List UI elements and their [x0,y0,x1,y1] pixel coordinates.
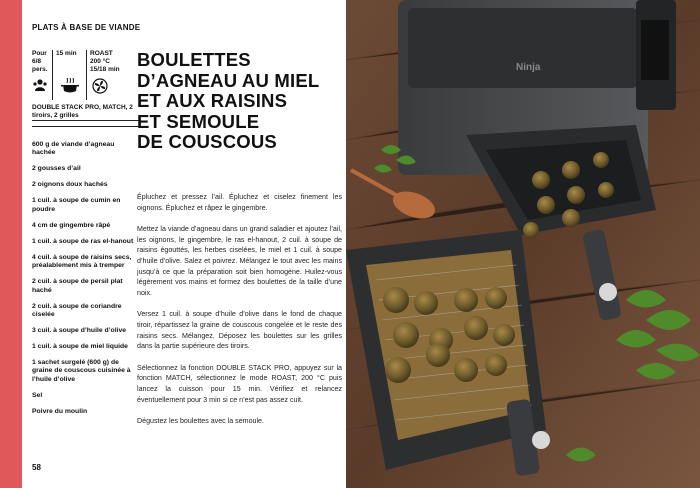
title-line: DE COUSCOUS [137,131,277,152]
title-line: BOULETTES [137,49,251,70]
recipe-title [137,50,337,153]
air-fryer-illustration [346,0,700,488]
cook-time-text: 15/18 min [90,66,120,73]
recipe-steps [137,192,342,438]
device-settings-text: DOUBLE STACK PRO, MATCH, 2 tiroirs, 2 grilles [32,104,133,119]
servings-text: Pour 6/8 pers. [32,50,48,73]
ingredient-item: 2 cuil. à soupe de persil plat haché [32,278,123,294]
info-divider-bottom [32,120,140,121]
people-icon [32,78,48,94]
ingredient-item: 1 cuil. à soupe de miel liquide [32,343,128,351]
info-divider [52,50,53,100]
svg-text:Ninja: Ninja [516,62,541,73]
ingredient-item: 600 g de viande d’agneau hachée [32,141,115,157]
step-paragraph: Épluchez et pressez l’ail. Épluchez et ciselez finement les oignons. Épluchez et râpez le gingembre. [137,193,342,212]
recipe-page [22,0,346,488]
cook-mode-text: ROAST [90,50,113,57]
ingredient-item: Poivre du moulin [32,407,88,415]
prep-time-text: 15 min [56,50,77,57]
cook-temp-text: 200 °C [90,58,110,65]
step-paragraph: Versez 1 cuil. à soupe d’huile d’olive dans le fond de chaque tiroir, répartissez la graine de couscous congelée et le reste des raisins secs. Mélangez. Déposez les boulettes sur les grilles dans la partie supérieure des tiroirs. [137,310,342,351]
info-divider [86,50,87,100]
device-divider [32,126,140,127]
ingredient-item: 2 oignons doux hachés [32,181,108,189]
ingredient-item: 2 cuil. à soupe de coriandre ciselée [32,302,122,319]
ingredient-list [32,141,136,424]
step-paragraph: Sélectionnez la fonction DOUBLE STACK PRO, appuyez sur la fonction MATCH, sélectionnez le mode ROAST, 200 °C puis lancez la cuisson pour 15 min. Vérifiez et relancez éventuellement pour 3 min si ce n’est pas assez cuit. [137,363,342,404]
food-photo [346,0,700,488]
ingredient-item: 2 gousses d’ail [32,165,81,173]
step-paragraph: Mettez la viande d’agneau dans un grand saladier et ajoutez l’ail, les oignons, le gingembre, le ras el-hanout, 2 cuil. à soupe de raisins égouttés, les herbes ciselées, le miel et 1 cuil. à soupe d’huile d’olive. Salez et poivrez. Mélangez le tout avec les mains jusqu’à ce que la préparation soit bien homogène. Huilez-vous légèrement vos mains et formez des boulettes de la taille d’une noix. [137,225,342,297]
ingredient-item: 1 cuil. à soupe de ras el-hanout [32,237,134,245]
section-label: PLATS À BASE DE VIANDE [32,23,141,32]
title-line: ET SEMOULE [137,110,260,132]
ingredient-item: 1 sachet surgelé (600 g) de graine de couscous cuisinée à l’huile d’olive [32,359,131,383]
ingredient-item: 4 cuil. à soupe de raisins secs, préalablement mis à tremper [32,253,132,270]
ingredient-item: 4 cm de gingembre râpé [32,221,111,229]
ingredient-item: 3 cuil. à soupe d’huile d’olive [32,327,127,335]
title-line: D’AGNEAU AU MIEL [137,69,320,91]
cooking-pot-icon [61,78,79,94]
page-number: 58 [32,463,41,472]
fan-icon [92,78,108,94]
step-paragraph: Dégustez les boulettes avec la semoule. [137,417,264,426]
ingredient-item: 1 cuil. à soupe de cumin en poudre [32,197,121,213]
title-line: ET AUX RAISINS [137,90,288,111]
ingredient-item: Sel [32,391,43,399]
